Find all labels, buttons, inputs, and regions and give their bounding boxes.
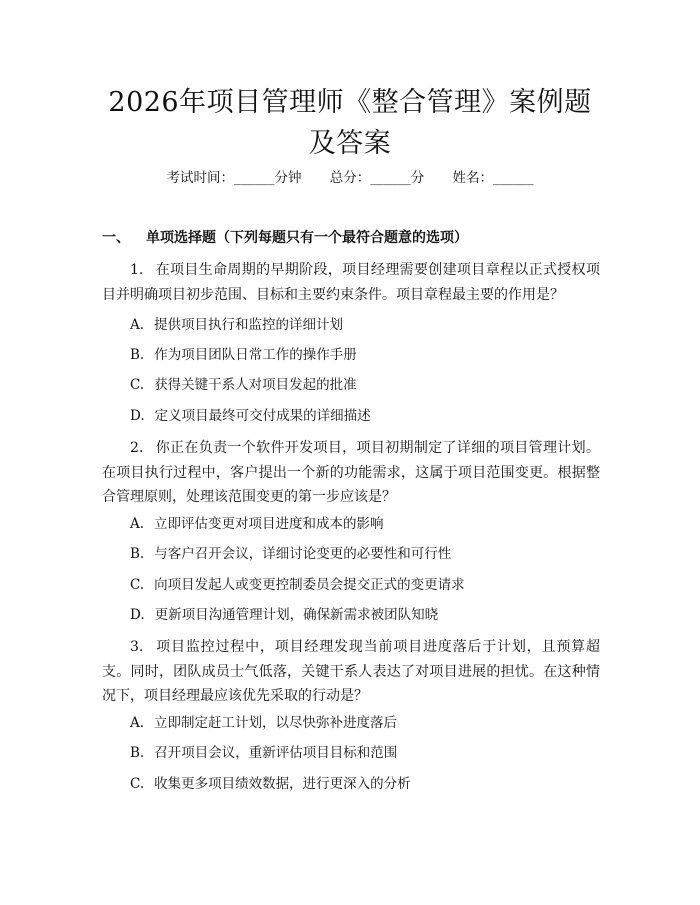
section-number: 一、 (102, 230, 130, 246)
question-text: 在项目生命周期的早期阶段，项目经理需要创建项目章程以正式授权项目并明确项目初步范围、目标和主要约束条件。项目章程最主要的作用是？ (102, 262, 600, 303)
option-text: 提供项目执行和监控的详细计划 (154, 317, 344, 333)
option-letter: D. (130, 607, 145, 623)
option-letter: D. (130, 408, 145, 424)
section-heading (102, 229, 468, 247)
exam-info-line (0, 169, 700, 187)
option-letter: A. (130, 516, 145, 532)
exam-name-field: 姓名：______ (452, 170, 534, 186)
option-text: 获得关键干系人对项目发起的批准 (154, 377, 357, 393)
question-1-option-c (130, 376, 357, 394)
question-3-option-c (130, 775, 411, 793)
question-number: 2. (130, 440, 144, 456)
option-text: 与客户召开会议，详细讨论变更的必要性和可行性 (154, 546, 452, 562)
option-letter: C. (130, 776, 145, 792)
question-2 (102, 436, 600, 510)
question-3-option-a (130, 714, 397, 732)
question-2-option-c (130, 576, 465, 594)
option-letter: C. (130, 377, 145, 393)
exam-time-field: 考试时间：______分钟 (166, 170, 302, 186)
option-text: 作为项目团队日常工作的操作手册 (154, 347, 357, 363)
option-text: 定义项目最终可交付成果的详细描述 (154, 408, 371, 424)
option-text: 向项目发起人或变更控制委员会提交正式的变更请求 (154, 577, 465, 593)
option-letter: B. (130, 745, 145, 761)
question-number: 3. (130, 639, 144, 655)
option-text: 立即评估变更对项目进度和成本的影响 (154, 516, 384, 532)
option-letter: A. (130, 317, 145, 333)
question-1-option-a (130, 316, 343, 334)
document-title: 2026年项目管理师《整合管理》案例题及答案 (108, 87, 592, 159)
question-2-option-d (130, 606, 438, 624)
option-letter: B. (130, 546, 145, 562)
exam-score-field: 总分：______分 (329, 170, 425, 186)
option-letter: B. (130, 347, 145, 363)
section-title: 单项选择题（下列每题只有一个最符合题意的选项） (146, 230, 468, 246)
question-number: 1. (130, 262, 144, 278)
option-letter: C. (130, 577, 145, 593)
question-1-option-b (130, 346, 357, 364)
option-text: 召开项目会议，重新评估项目目标和范围 (154, 745, 398, 761)
question-2-option-b (130, 545, 451, 563)
option-text: 更新项目沟通管理计划，确保新需求被团队知晓 (154, 607, 439, 623)
question-3-option-b (130, 744, 397, 762)
question-text: 项目监控过程中，项目经理发现当前项目进度落后于计划，且预算超支。同时，团队成员士气低落，关键干系人表达了对项目进展的担忧。在这种情况下，项目经理最应该优先采取的行动是？ (102, 639, 600, 704)
option-letter: A. (130, 715, 145, 731)
option-text: 立即制定赶工计划，以尽快弥补进度落后 (154, 715, 398, 731)
question-1-option-d (130, 407, 371, 425)
question-text: 你正在负责一个软件开发项目，项目初期制定了详细的项目管理计划。在项目执行过程中，客户提出一个新的功能需求，这属于项目范围变更。根据整合管理原则，处理该范围变更的第一步应该是？ (102, 440, 600, 505)
question-3 (102, 635, 600, 709)
question-1 (102, 258, 600, 307)
question-2-option-a (130, 515, 384, 533)
option-text: 收集更多项目绩效数据，进行更深入的分析 (154, 776, 411, 792)
